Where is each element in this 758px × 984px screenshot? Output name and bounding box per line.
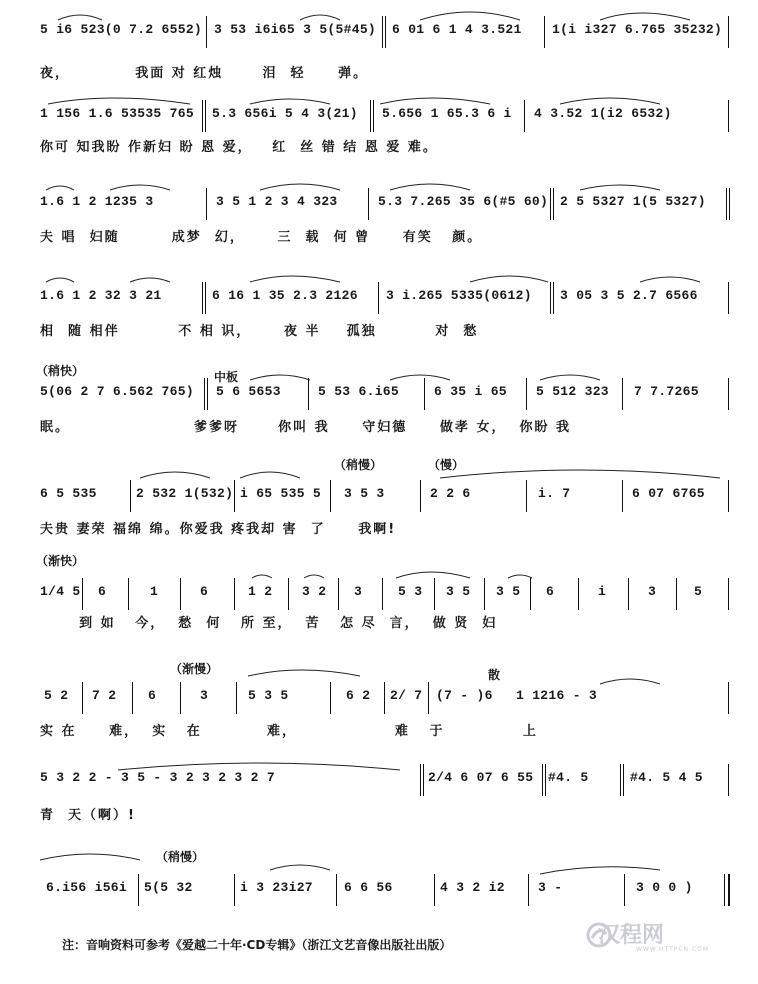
bar-line xyxy=(676,578,677,610)
bar-line xyxy=(236,682,237,714)
notation-line-7 xyxy=(40,584,730,604)
watermark-url: WWW.HTTPCN.COM xyxy=(636,946,710,953)
measure-group: 5 i6 523(0 7.2 6552) xyxy=(40,22,203,37)
notation-line-3 xyxy=(40,194,730,214)
bar-line xyxy=(526,378,527,410)
measure-group: 6 5 535 xyxy=(40,486,97,501)
bar-line xyxy=(204,378,205,410)
measure-group: 2/4 6 07 6 55 xyxy=(428,770,534,785)
bar-line xyxy=(382,16,383,48)
measure-group: 6 01 6 1 4 3.521 xyxy=(392,22,522,37)
measure-group: 1 1216 - 3 xyxy=(516,688,598,703)
bar-line xyxy=(82,682,83,714)
bar-line xyxy=(624,874,625,906)
lyrics-line-9: 青 天（啊）! xyxy=(40,808,136,823)
measure-group: 5 53 6.i65 xyxy=(318,384,400,399)
measure-group: 3 5 3 xyxy=(344,486,385,501)
bar-line xyxy=(622,378,623,410)
bar-line xyxy=(578,578,579,610)
measure-group: 1 156 1.6 53535 765 xyxy=(40,106,194,121)
measure-group: 3 5 xyxy=(496,584,521,599)
bar-line xyxy=(330,480,331,512)
measure-group: (7 - )6 xyxy=(436,688,493,703)
measure-group: 5.3 7.265 35 6(#5 60) xyxy=(378,194,549,209)
measure-group: 3 xyxy=(354,584,363,599)
measure-group: 5 3 5 xyxy=(248,688,289,703)
notation-line-4 xyxy=(40,288,730,308)
measure-group: 2 532 1(532) xyxy=(136,486,234,501)
measure-group: 1 xyxy=(150,584,159,599)
measure-group: 6 07 6765 xyxy=(632,486,705,501)
measure-group: 3 i.265 5335(0612) xyxy=(386,288,532,303)
bar-line xyxy=(728,100,729,132)
bar-line xyxy=(434,874,435,906)
bar-line xyxy=(202,100,203,132)
bar-line xyxy=(234,578,235,610)
tempo-marking-secondary: （慢） xyxy=(428,458,465,472)
measure-group: 5.3 656i 5 4 3(21) xyxy=(212,106,358,121)
bar-line xyxy=(130,480,131,512)
measure-group: 5 3 2 2 - 3 5 - 3 2 3 2 3 2 7 xyxy=(40,770,275,785)
tempo-marking: （稍快） xyxy=(36,364,85,378)
measure-group: 5(5 32 xyxy=(144,880,193,895)
bar-line xyxy=(728,16,729,48)
measure-group: 3 xyxy=(200,688,209,703)
tempo-marking: （稍慢） xyxy=(156,850,205,864)
bar-line xyxy=(484,578,485,610)
measure-group: 4 3 2 i2 xyxy=(440,880,505,895)
measure-group: 4 3.52 1(i2 6532) xyxy=(534,106,672,121)
bar-line xyxy=(550,188,551,220)
measure-group: 6 xyxy=(148,688,157,703)
measure-group: 2/ 7 xyxy=(390,688,423,703)
tempo-marking: （渐慢） xyxy=(170,662,219,676)
notation-line-8 xyxy=(40,688,730,708)
measure-group: 6 35 i 65 xyxy=(434,384,507,399)
measure-group: 1/4 5 xyxy=(40,584,81,599)
lyrics-line-1: 夜， 我面 对 红烛 泪 轻 弹。 xyxy=(40,66,369,81)
bar-line xyxy=(206,16,207,48)
lyrics-line-8: 实 在 难， 实 在 难， 难 于 上 xyxy=(40,724,538,739)
bar-line xyxy=(206,188,207,220)
bar-line xyxy=(132,682,133,714)
measure-group: 6 16 1 35 2.3 2126 xyxy=(212,288,358,303)
bar-line xyxy=(530,578,531,610)
notation-line-9 xyxy=(40,770,730,790)
measure-group: 1(i i327 6.765 35232) xyxy=(552,22,723,37)
measure-group: 3 05 3 5 2.7 6566 xyxy=(560,288,698,303)
bar-line xyxy=(128,578,129,610)
bar-line xyxy=(370,100,371,132)
bar-line xyxy=(728,282,729,314)
bar-line xyxy=(728,480,729,512)
final-bar-line xyxy=(724,874,725,906)
lyrics-line-6: 夫贵 妻荣 福绵 绵。你爱我 疼我却 害 了 我啊! xyxy=(40,522,397,537)
lyrics-line-5: 眠。 爹爹呀 你叫 我 守妇德 做孝 女， 你盼 我 xyxy=(40,420,572,435)
measure-group: 6 xyxy=(98,584,107,599)
measure-group: i. 7 xyxy=(538,486,571,501)
measure-group: 5 6 5653 xyxy=(216,384,281,399)
bar-line xyxy=(420,480,421,512)
bar-line xyxy=(628,578,629,610)
measure-group: 5 3 xyxy=(398,584,423,599)
measure-group: 6 xyxy=(200,584,209,599)
bar-line xyxy=(378,282,379,314)
measure-group: 1.6 1 2 1235 3 xyxy=(40,194,154,209)
bar-line xyxy=(424,378,425,410)
measure-group: 1.6 1 2 32 3 21 xyxy=(40,288,162,303)
measure-group: 3 2 xyxy=(302,584,327,599)
measure-group: 2 5 5327 1(5 5327) xyxy=(560,194,706,209)
bar-line xyxy=(428,682,429,714)
measure-group: 6 2 xyxy=(346,688,371,703)
measure-group: 6 6 56 xyxy=(344,880,393,895)
bar-line xyxy=(338,578,339,610)
notation-line-2 xyxy=(40,106,730,126)
bar-line xyxy=(234,874,235,906)
measure-group: 3 0 0 ) xyxy=(636,880,693,895)
bar-line xyxy=(138,874,139,906)
bar-line xyxy=(544,16,545,48)
bar-line xyxy=(368,188,369,220)
lyrics-line-4: 相 随 相伴 不 相 识， 夜 半 孤独 对 愁 xyxy=(40,324,479,339)
lyrics-line-7: 到 如 今， 愁 何 所 至， 苦 怎 尽 言， 做 贤 妇 xyxy=(40,616,498,631)
measure-group: 5.656 1 65.3 6 i xyxy=(382,106,512,121)
tempo-marking-secondary: 散 xyxy=(488,668,501,682)
measure-group: 7 7.7265 xyxy=(634,384,699,399)
bar-line xyxy=(542,764,543,796)
measure-group: 7 2 xyxy=(92,688,117,703)
bar-line xyxy=(526,480,527,512)
measure-group: i 3 23i27 xyxy=(240,880,313,895)
bar-line xyxy=(180,682,181,714)
measure-group: 3 - xyxy=(538,880,563,895)
lyrics-line-3: 夫 唱 妇随 成梦 幻， 三 载 何 曾 有笑 颜。 xyxy=(40,230,483,245)
measure-group: 3 5 1 2 3 4 323 xyxy=(216,194,338,209)
measure-group: 3 xyxy=(648,584,657,599)
bar-line xyxy=(202,282,203,314)
measure-group: 6.i56 i56i xyxy=(46,880,128,895)
measure-group: #4. 5 4 5 xyxy=(630,770,703,785)
measure-group: 1 2 xyxy=(248,584,273,599)
bar-line xyxy=(288,578,289,610)
bar-line xyxy=(728,764,729,796)
bar-line xyxy=(308,378,309,410)
measure-group: 6 xyxy=(546,584,555,599)
notation-line-1 xyxy=(40,22,730,42)
measure-group: i 65 535 5 xyxy=(240,486,322,501)
tempo-marking: （渐快） xyxy=(36,554,85,568)
measure-group: i xyxy=(598,584,607,599)
bar-line xyxy=(728,578,729,610)
bar-line xyxy=(234,480,235,512)
bar-line xyxy=(434,578,435,610)
tempo-marking-secondary: 中板 xyxy=(214,370,239,384)
watermark-text: 汉程网 xyxy=(598,923,665,948)
bar-line xyxy=(180,578,181,610)
bar-line xyxy=(622,480,623,512)
measure-group: 3 53 i6i65 3 5(5#45) xyxy=(214,22,377,37)
bar-line xyxy=(82,578,83,610)
measure-group: 5 2 xyxy=(44,688,69,703)
measure-group: 5 512 323 xyxy=(536,384,609,399)
tempo-marking: （稍慢） xyxy=(334,458,383,472)
measure-group: 3 5 xyxy=(446,584,471,599)
measure-group: 5(06 2 7 6.562 765) xyxy=(40,384,194,399)
notation-line-10 xyxy=(40,880,730,900)
measure-group: 2 2 6 xyxy=(430,486,471,501)
measure-group: #4. 5 xyxy=(548,770,589,785)
bar-line xyxy=(620,764,621,796)
bar-line xyxy=(728,378,729,410)
footnote: 注：音响资料可参考《爱越二十年·CD专辑》（浙江文艺音像出版社出版） xyxy=(62,938,452,952)
bar-line xyxy=(420,764,421,796)
bar-line xyxy=(330,682,331,714)
bar-line xyxy=(336,874,337,906)
bar-line xyxy=(528,874,529,906)
measure-group: 5 xyxy=(694,584,703,599)
bar-line xyxy=(726,188,727,220)
bar-line xyxy=(728,682,729,714)
bar-line xyxy=(384,682,385,714)
bar-line xyxy=(550,282,551,314)
lyrics-line-2: 你可 知我盼 作新妇 盼 恩 爱， 红 丝 错 结 恩 爱 难。 xyxy=(40,140,438,155)
notation-line-5 xyxy=(40,384,730,404)
notation-line-6 xyxy=(40,486,730,506)
bar-line xyxy=(382,578,383,610)
bar-line xyxy=(524,100,525,132)
